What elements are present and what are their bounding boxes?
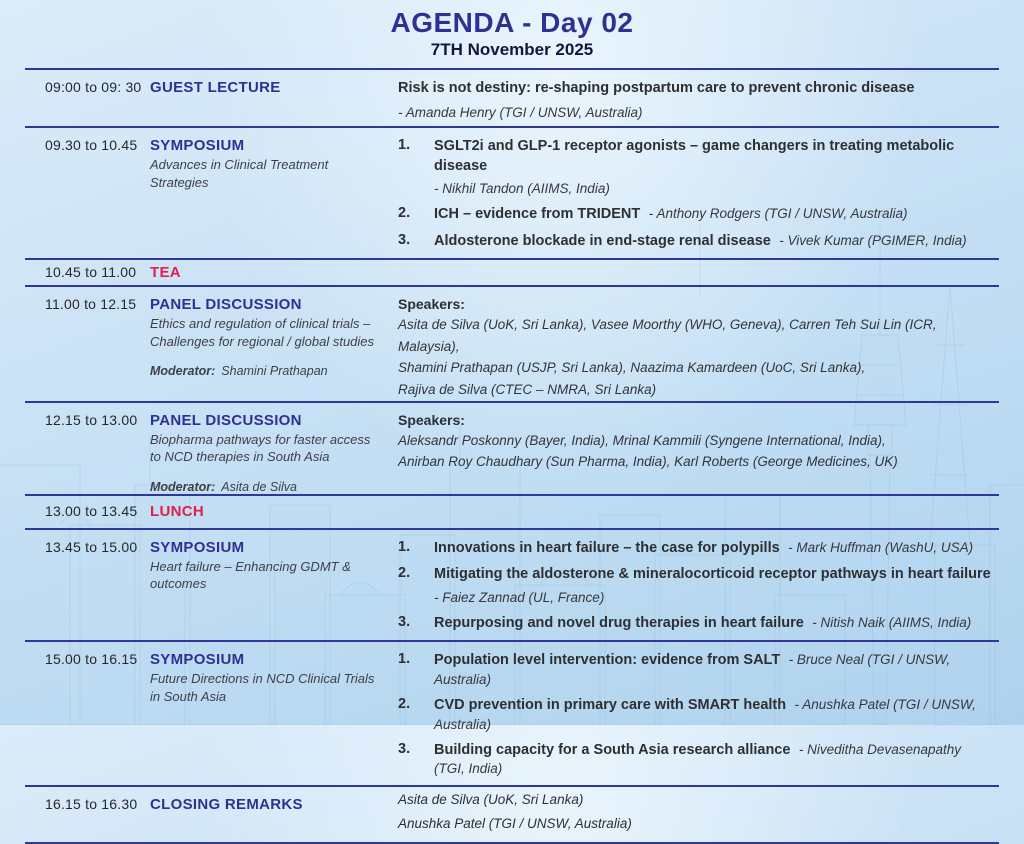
talk-item [398,651,991,689]
talk-speaker: - Amanda Henry (TGI / UNSW, Australia) [398,104,643,120]
moderator-name: Asita de Silva [221,479,298,494]
time-slot: 10.45 to 11.00 [45,264,137,281]
talk-item [398,565,991,607]
session-type: SYMPOSIUM [150,538,245,556]
agenda-table [25,68,999,844]
moderator-label: Moderator: [150,479,216,494]
details-cell [398,412,999,494]
session-type: GUEST LECTURE [150,79,281,96]
talk-number: 2. [398,565,411,582]
talk-speaker: - Anthony Rodgers (TGI / UNSW, Australia) [648,206,908,222]
agenda-row-guest-lecture [25,68,999,126]
talk-title: Population level intervention: evidence from SALT [434,652,781,669]
details-cell [398,137,999,258]
break-label: LUNCH [150,502,204,520]
break-label: TEA [150,264,181,282]
talk-item [398,614,991,634]
moderator-name: Shamini Prathapan [221,364,328,379]
moderator-line [150,364,384,378]
closing-speaker: Anushka Patel (TGI / UNSW, Australia) [398,816,632,832]
session-topic: Biopharma pathways for faster access to NCD therapies in South Asia [150,431,371,465]
session-type: PANEL DISCUSSION [150,296,302,314]
talk-title: Aldosterone blockade in end-stage renal disease [434,232,771,249]
talk-title: CVD prevention in primary care with SMART health [434,696,787,713]
agenda-row-symposium-1 [25,126,999,258]
time-slot: 09.30 to 10.45 [45,137,138,153]
talk-title: Building capacity for a South Asia research alliance [434,741,791,758]
session-cell [150,79,398,126]
session-cell [150,503,398,528]
page-header [0,0,1024,68]
session-cell [150,412,398,494]
talk-speaker: - Mark Huffman (WashU, USA) [788,539,974,555]
time-slot: 15.00 to 16.15 [45,651,138,668]
talk-title: Repurposing and novel drug therapies in heart failure [434,614,804,631]
session-topic: Future Directions in NCD Clinical Trials in South Asia [150,671,375,704]
agenda-row-lunch [25,494,999,528]
session-topic: Ethics and regulation of clinical trials – Challenges for regional / global studies [150,316,375,349]
talk-item [398,232,991,252]
agenda-row-closing-remarks [25,785,999,842]
time-slot: 13.45 to 15.00 [45,538,138,555]
session-type: PANEL DISCUSSION [150,411,302,429]
talk-item [398,137,991,198]
details-cell [398,79,999,126]
agenda-row-panel-1 [25,285,999,400]
time-slot: 13.00 to 13.45 [45,502,138,519]
session-type: SYMPOSIUM [150,137,245,154]
talk-number: 1. [398,538,411,555]
speakers-line: Anirban Roy Chaudhary (Sun Pharma, India), Karl Roberts (George Medicines, UK) [398,454,898,470]
agenda-row-tea [25,258,999,285]
time-slot: 16.15 to 16.30 [45,796,138,813]
talk-item [398,205,991,225]
talk-speaker: - Vivek Kumar (PGIMER, India) [779,232,967,248]
session-cell [150,651,398,785]
closing-speaker: Asita de Silva (UoK, Sri Lanka) [398,792,584,808]
session-type: CLOSING REMARKS [150,796,303,814]
page-title: AGENDA - Day 02 [390,7,634,38]
details-cell [398,792,999,842]
agenda-row-symposium-2 [25,528,999,641]
talk-item [398,696,991,734]
time-slot: 12.15 to 13.00 [45,411,138,428]
talk-title: Mitigating the aldosterone & mineralocorticoid receptor pathways in heart failure [434,566,991,583]
talk-title: Innovations in heart failure – the case for polypills [434,539,780,556]
speakers-label: Speakers: [398,296,465,313]
talk-number: 2. [398,695,411,712]
talk-number: 3. [398,740,411,757]
session-topic: Advances in Clinical Treatment Strategies [150,157,329,190]
talk-item [398,741,991,779]
talk-speaker: - Niveditha Devasenapathy (TGI, India) [434,741,961,777]
speakers-line: Aleksandr Poskonny (Bayer, India), Mrinal Kammili (Syngene International, India), [398,432,886,448]
details-cell [398,539,999,641]
talk-number: 1. [398,137,411,153]
session-cell [150,796,398,842]
talk-speaker: - Anushka Patel (TGI / UNSW, Australia) [434,696,976,732]
talk-title: ICH – evidence from TRIDENT [434,206,641,223]
speakers-label: Speakers: [398,411,465,428]
moderator-line [150,480,384,494]
moderator-label: Moderator: [150,364,216,379]
talk-speaker: - Faiez Zannad (UL, France) [434,589,605,605]
talk-number: 1. [398,651,411,668]
details-cell [398,296,999,400]
agenda-row-panel-2 [25,401,999,494]
session-cell [150,296,398,400]
talk-speaker: - Nitish Naik (AIIMS, India) [812,614,972,630]
time-slot: 11.00 to 12.15 [45,296,137,313]
talk-title: Risk is not destiny: re-shaping postpartum care to prevent chronic disease [398,80,915,96]
session-cell [150,539,398,641]
talk-number: 3. [398,231,411,248]
talk-speaker: - Bruce Neal (TGI / UNSW, Australia) [434,652,951,687]
talk-number: 3. [398,613,411,630]
details-cell [398,651,999,785]
speakers-line: Shamini Prathapan (USJP, Sri Lanka), Naazima Kamardeen (UoC, Sri Lanka), [398,360,866,376]
agenda-row-symposium-3 [25,640,999,785]
session-cell [150,137,398,258]
speakers-line: Asita de Silva (UoK, Sri Lanka), Vasee Moorthy (WHO, Geneva), Carren Teh Sui Lin (ICR, Malaysia), [398,317,937,354]
page-date: 7TH November 2025 [430,40,594,59]
talk-number: 2. [398,205,411,222]
session-type: SYMPOSIUM [150,651,245,669]
talk-title: SGLT2i and GLP-1 receptor agonists – game changers in treating metabolic disease [434,138,955,174]
talk-speaker: - Nikhil Tandon (AIIMS, India) [434,181,610,197]
session-topic: Heart failure – Enhancing GDMT & outcomes [150,558,351,592]
talk-item [398,539,991,559]
speakers-line: Rajiva de Silva (CTEC – NMRA, Sri Lanka) [398,382,657,398]
session-cell [150,264,398,285]
time-slot: 09:00 to 09: 30 [45,79,142,95]
